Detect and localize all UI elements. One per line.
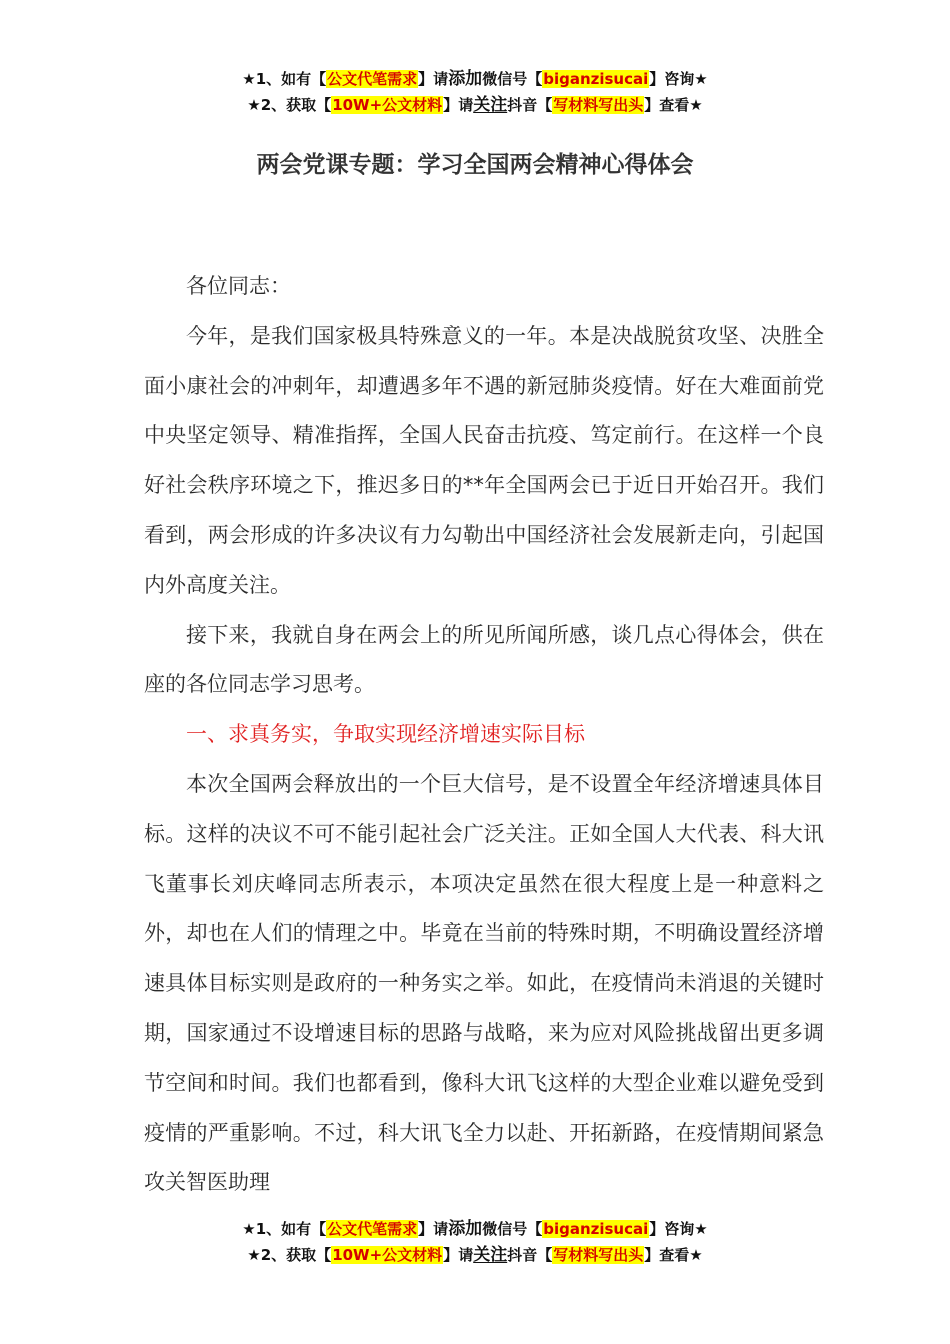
banner-text: 】查看★ [644, 1246, 703, 1264]
document-title: 两会党课专题：学习全国两会精神心得体会 [256, 152, 694, 178]
banner-text: 】请 [443, 96, 474, 114]
section-heading: 一、求真务实，争取实现经济增速实际目标 [186, 722, 585, 747]
banner-text: ★2、获取【 [247, 96, 332, 114]
banner-douyin-id: 写材料写出头 [553, 96, 644, 114]
document-body [144, 262, 824, 1208]
banner-wechat-id: biganzisucai [543, 70, 649, 88]
paragraph: 本次全国两会释放出的一个巨大信号，是不设置全年经济增速具体目标。这样的决议不可不能引起社会广泛关注。正如全国人大代表、科大讯飞董事长刘庆峰同志所表示，本项决定虽然在很大程度上是一种意料之外，却也在人们的情理之中。毕竟在当前的特殊时期，不明确设置经济增速具体目标实则是政府的一种务实之举。如此，在疫情尚未消退的关键时期，国家通过不设增速目标的思路与战略，来为应对风险挑战留出更多调节空间和时间。我们也都看到，像科大讯飞这样的大型企业难以避免受到疫情的严重影响。不过，科大讯飞全力以赴、开拓新路，在疫情期间紧急攻关智医助理 [144, 771, 824, 1195]
banner-emphasis: 关注 [473, 95, 508, 115]
banner-text: 抖音【 [507, 96, 553, 114]
banner-line-1 [0, 1216, 950, 1242]
banner-text: 】请 [418, 1220, 449, 1238]
banner-text: 】请 [443, 1246, 474, 1264]
banner-highlight: 10W+公文材料 [332, 1246, 443, 1264]
banner-text: ★1、如有【 [242, 1220, 327, 1238]
banner-emphasis: 添加 [448, 69, 483, 89]
banner-emphasis: 添加 [448, 1219, 483, 1239]
banner-douyin-id: 写材料写出头 [553, 1246, 644, 1264]
banner-text: ★1、如有【 [242, 70, 327, 88]
banner-text: 抖音【 [507, 1246, 553, 1264]
paragraph: 今年，是我们国家极具特殊意义的一年。本是决战脱贫攻坚、决胜全面小康社会的冲刺年，却遭遇多年不遇的新冠肺炎疫情。好在大难面前党中央坚定领导、精准指挥，全国人民奋击抗疫、笃定前行。在这样一个良好社会秩序环境之下，推迟多日的**年全国两会已于近日开始召开。我们看到，两会形成的许多决议有力勾勒出中国经济社会发展新走向，引起国内外高度关注。 [144, 323, 824, 597]
salutation: 各位同志： [186, 274, 291, 298]
banner-text: 微信号【 [482, 1220, 543, 1238]
banner-text: 】咨询★ [649, 1220, 708, 1238]
header-banner [0, 66, 950, 118]
banner-highlight: 10W+公文材料 [332, 96, 443, 114]
banner-wechat-id: biganzisucai [543, 1220, 649, 1238]
banner-highlight: 公文代笔需求 [327, 1220, 418, 1238]
footer-banner [0, 1216, 950, 1268]
banner-highlight: 公文代笔需求 [327, 70, 418, 88]
banner-line-2 [0, 1242, 950, 1268]
banner-text: 】查看★ [644, 96, 703, 114]
banner-line-1 [0, 66, 950, 92]
paragraph: 接下来，我就自身在两会上的所见所闻所感，谈几点心得体会，供在座的各位同志学习思考。 [144, 622, 824, 697]
banner-text: ★2、获取【 [247, 1246, 332, 1264]
banner-text: 微信号【 [482, 70, 543, 88]
banner-line-2 [0, 92, 950, 118]
banner-emphasis: 关注 [473, 1245, 508, 1265]
banner-text: 】请 [418, 70, 449, 88]
banner-text: 】咨询★ [649, 70, 708, 88]
